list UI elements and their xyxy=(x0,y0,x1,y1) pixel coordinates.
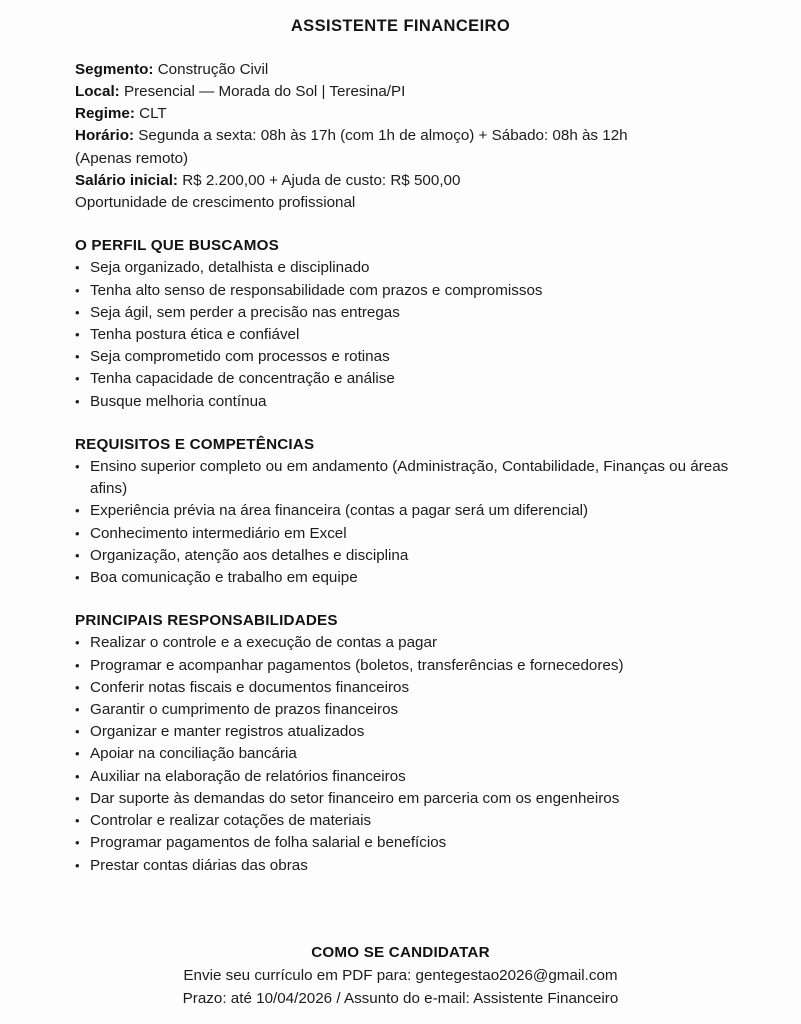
detail-regime xyxy=(75,103,746,125)
detail-salario xyxy=(75,170,746,192)
section-responsabilidades xyxy=(75,610,746,876)
section-requisitos xyxy=(75,434,746,589)
list-item: • Tenha postura ética e confiável xyxy=(75,324,746,346)
document-body xyxy=(0,37,801,877)
list-item: • Conferir notas fiscais e documentos financeiros xyxy=(75,677,746,699)
list-item: • Auxiliar na elaboração de relatórios financeiros xyxy=(75,766,746,788)
detail-horario-label: Horário: xyxy=(75,127,135,145)
list-item: • Busque melhoria contínua xyxy=(75,391,746,413)
detail-horario-note: (Apenas remoto) xyxy=(75,149,189,167)
detail-salario-value: R$ 2.200,00 + Ajuda de custo: R$ 500,00 xyxy=(177,171,461,189)
section-requisitos-heading: REQUISITOS E COMPETÊNCIAS xyxy=(75,435,315,453)
section-perfil-heading: O PERFIL QUE BUSCAMOS xyxy=(75,237,279,255)
detail-segmento-label: Segmento: xyxy=(75,60,154,78)
list-item: • Programar e acompanhar pagamentos (boletos, transferências e fornecedores) xyxy=(75,655,746,677)
list-item: • Apoiar na conciliação bancária xyxy=(75,743,746,765)
section-responsabilidades-list xyxy=(75,632,746,876)
list-item: • Seja ágil, sem perder a precisão nas entregas xyxy=(75,302,746,324)
list-item: • Seja organizado, detalhista e disciplinado xyxy=(75,257,746,279)
section-perfil-list xyxy=(75,257,746,412)
detail-horario xyxy=(75,125,746,147)
list-item: • Programar pagamentos de folha salarial e benefícios xyxy=(75,832,746,854)
footer-deadline-line: Prazo: até 10/04/2026 / Assunto do e-mail: Assistente Financeiro xyxy=(182,990,619,1007)
list-item: • Realizar o controle e a execução de contas a pagar xyxy=(75,632,746,654)
section-requisitos-list xyxy=(75,456,746,589)
detail-regime-value: CLT xyxy=(134,105,167,123)
detail-local-label: Local: xyxy=(75,83,120,100)
list-item: • Experiência prévia na área financeira (contas a pagar será um diferencial) xyxy=(75,500,746,522)
detail-regime-label: Regime: xyxy=(75,105,135,123)
list-item: • Seja comprometido com processos e rotinas xyxy=(75,346,746,368)
section-responsabilidades-heading: PRINCIPAIS RESPONSABILIDADES xyxy=(75,612,338,630)
list-item: • Boa comunicação e trabalho em equipe xyxy=(75,567,746,589)
section-perfil xyxy=(75,235,746,413)
list-item: • Garantir o cumprimento de prazos financeiros xyxy=(75,699,746,721)
footer-heading: COMO SE CANDIDATAR xyxy=(311,944,490,961)
list-item: • Controlar e realizar cotações de materiais xyxy=(75,810,746,832)
detail-horario-value: Segunda a sexta: 08h às 17h (com 1h de almoço) + Sábado: 08h às 12h xyxy=(134,127,628,145)
detail-local-value: Presencial — Morada do Sol | Teresina/PI xyxy=(119,83,406,100)
list-item: • Organizar e manter registros atualizados xyxy=(75,721,746,743)
list-item: • Conhecimento intermediário em Excel xyxy=(75,523,746,545)
footer-email-line: Envie seu currículo em PDF para: gentegestao2026@gmail.com xyxy=(183,967,618,984)
list-item: • Ensino superior completo ou em andamento (Administração, Contabilidade, Finanças ou áreas afins) xyxy=(75,456,746,500)
detail-salario-label: Salário inicial: xyxy=(75,171,178,189)
detail-segmento-value: Construção Civil xyxy=(153,60,269,78)
list-item: • Prestar contas diárias das obras xyxy=(75,855,746,877)
detail-segmento xyxy=(75,59,746,81)
list-item: • Organização, atenção aos detalhes e disciplina xyxy=(75,545,746,567)
list-item: • Tenha capacidade de concentração e análise xyxy=(75,368,746,390)
apply-footer xyxy=(0,941,801,1010)
page-title: ASSISTENTE FINANCEIRO xyxy=(290,17,511,35)
list-item: • Dar suporte às demandas do setor financeiro em parceria com os engenheiros xyxy=(75,788,746,810)
detail-oportunidade: Oportunidade de crescimento profissional xyxy=(75,194,356,212)
detail-local xyxy=(75,81,746,103)
list-item: • Tenha alto senso de responsabilidade com prazos e compromissos xyxy=(75,280,746,302)
